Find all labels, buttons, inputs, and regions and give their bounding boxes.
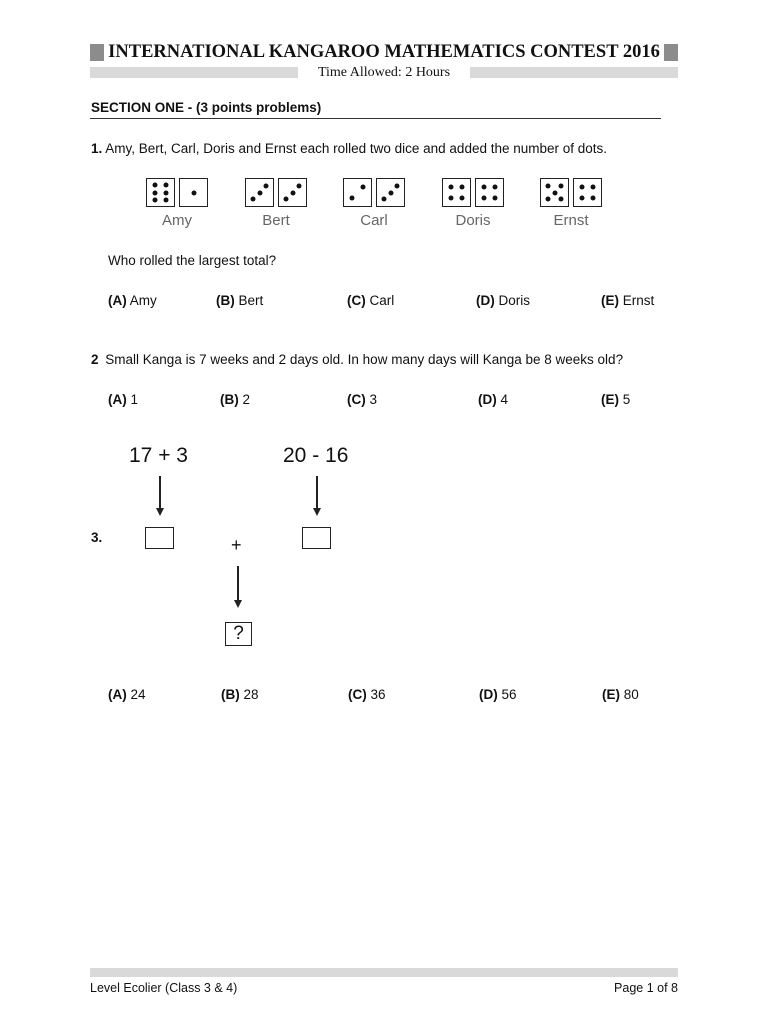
die-pip (558, 196, 563, 201)
q3-option-b-letter: (B) (221, 687, 240, 702)
die-pip (459, 195, 464, 200)
q2-option-a-text: 1 (130, 392, 139, 407)
die-ernst-1 (540, 178, 569, 207)
expression-left: 17 + 3 (129, 444, 188, 467)
die-pip (263, 184, 268, 189)
q1-option-e-letter: (E) (601, 293, 619, 308)
die-pip (153, 182, 158, 187)
die-pip (580, 185, 585, 190)
die-pip (482, 195, 487, 200)
die-pip (580, 195, 585, 200)
q3-option-a-text: 24 (130, 687, 146, 702)
expression-right: 20 - 16 (283, 444, 349, 467)
dice-label-carl: Carl (360, 212, 388, 229)
die-bert-2 (278, 178, 307, 207)
q3-option-c-letter: (C) (348, 687, 367, 702)
q1-option-b-letter: (B) (216, 293, 235, 308)
question-2-number: 2 (91, 352, 99, 367)
q2-option-d-letter: (D) (478, 392, 497, 407)
die-pip (290, 190, 295, 195)
q3-option-c[interactable] (348, 687, 386, 703)
die-pip (284, 196, 289, 201)
footer-level: Level Ecolier (Class 3 & 4) (90, 981, 238, 995)
dice-label-doris: Doris (455, 212, 491, 229)
die-pip (360, 185, 365, 190)
question-3-number (91, 530, 102, 546)
q1-option-d-letter: (D) (476, 293, 495, 308)
die-pip (552, 190, 557, 195)
die-pip (163, 182, 168, 187)
q2-option-c[interactable] (347, 392, 377, 408)
die-pip (546, 196, 551, 201)
die-doris-2 (475, 178, 504, 207)
die-pip (191, 190, 196, 195)
q1-option-c-letter: (C) (347, 293, 366, 308)
q2-option-b-letter: (B) (220, 392, 239, 407)
die-pip (482, 185, 487, 190)
time-allowed: Time Allowed: 2 Hours (317, 65, 451, 80)
die-ernst-2 (573, 178, 602, 207)
contest-title (90, 41, 678, 63)
answer-box-left (145, 527, 174, 549)
arrow-left-shaft (159, 476, 161, 508)
die-pip (590, 195, 595, 200)
q2-option-e-letter: (E) (601, 392, 619, 407)
q1-option-c[interactable] (347, 293, 394, 309)
section-divider (90, 118, 661, 119)
die-carl-2 (376, 178, 405, 207)
footer-bar (90, 968, 678, 977)
die-pip (590, 185, 595, 190)
q2-option-d[interactable] (478, 392, 508, 408)
die-pip (163, 190, 168, 195)
dice-label-bert: Bert (262, 212, 290, 229)
subheader-bar-left (90, 67, 298, 78)
q2-option-c-letter: (C) (347, 392, 366, 407)
q3-option-a-letter: (A) (108, 687, 127, 702)
die-carl-1 (343, 178, 372, 207)
q1-option-c-text: Carl (369, 293, 395, 308)
die-doris-1 (442, 178, 471, 207)
q2-option-a-letter: (A) (108, 392, 127, 407)
die-pip (251, 196, 256, 201)
unknown-box: ? (225, 622, 252, 646)
die-pip (163, 198, 168, 203)
die-pip (350, 195, 355, 200)
die-pip (492, 195, 497, 200)
dice-label-ernst: Ernst (553, 212, 589, 229)
q3-option-b[interactable] (221, 687, 259, 703)
answer-box-right (302, 527, 331, 549)
contest-title-text: INTERNATIONAL KANGAROO MATHEMATICS CONTEST 2016 (104, 42, 664, 62)
die-pip (296, 184, 301, 189)
die-pip (558, 184, 563, 189)
plus-sign: + (231, 535, 242, 555)
question-1-text: Amy, Bert, Carl, Doris and Ernst each rolled two dice and added the number of dots. (105, 141, 608, 156)
die-pip (153, 190, 158, 195)
q3-option-d[interactable] (479, 687, 517, 703)
q1-option-e[interactable] (601, 293, 654, 309)
footer-page: Page 1 of 8 (614, 981, 678, 995)
q3-option-e-letter: (E) (602, 687, 620, 702)
die-pip (449, 185, 454, 190)
question-2-text: Small Kanga is 7 weeks and 2 days old. In how many days will Kanga be 8 weeks old? (105, 352, 624, 367)
die-pip (382, 196, 387, 201)
q2-option-a[interactable] (108, 392, 138, 408)
q1-option-d[interactable] (476, 293, 530, 309)
die-pip (394, 184, 399, 189)
die-pip (388, 190, 393, 195)
question-1 (91, 141, 607, 157)
q3-option-e[interactable] (602, 687, 639, 703)
arrow-right-shaft (316, 476, 318, 508)
q1-option-d-text: Doris (498, 293, 531, 308)
die-pip (546, 184, 551, 189)
q2-option-c-text: 3 (369, 392, 378, 407)
q3-option-b-text: 28 (243, 687, 259, 702)
die-pip (153, 198, 158, 203)
die-pip (492, 185, 497, 190)
q3-option-d-text: 56 (501, 687, 517, 702)
q1-option-b[interactable] (216, 293, 263, 309)
q1-option-a[interactable] (108, 293, 157, 309)
q1-option-b-text: Bert (238, 293, 264, 308)
die-pip (459, 185, 464, 190)
q1-option-a-text: Amy (129, 293, 157, 308)
arrow-down-shaft (237, 566, 239, 600)
arrow-left-head (156, 508, 164, 516)
die-amy-1 (146, 178, 175, 207)
q3-option-d-letter: (D) (479, 687, 498, 702)
dice-label-amy: Amy (162, 212, 192, 229)
q2-option-d-text: 4 (500, 392, 509, 407)
q2-option-e[interactable] (601, 392, 630, 408)
question-1-prompt: Who rolled the largest total? (108, 253, 277, 268)
q2-option-e-text: 5 (622, 392, 631, 407)
section-title: SECTION ONE - (3 points problems) (91, 100, 322, 115)
q2-option-b[interactable] (220, 392, 250, 408)
question-1-number: 1. (91, 141, 103, 156)
q3-option-e-text: 80 (623, 687, 639, 702)
die-bert-1 (245, 178, 274, 207)
q3-option-a[interactable] (108, 687, 146, 703)
arrow-right-head (313, 508, 321, 516)
subheader-bar-right (470, 67, 678, 78)
q2-option-b-text: 2 (242, 392, 251, 407)
die-pip (449, 195, 454, 200)
question-3-number-text: 3. (91, 530, 103, 545)
die-pip (257, 190, 262, 195)
die-amy-2 (179, 178, 208, 207)
q3-option-c-text: 36 (370, 687, 386, 702)
question-2 (91, 352, 623, 368)
arrow-down-head (234, 600, 242, 608)
q1-option-a-letter: (A) (108, 293, 127, 308)
q1-option-e-text: Ernst (622, 293, 655, 308)
